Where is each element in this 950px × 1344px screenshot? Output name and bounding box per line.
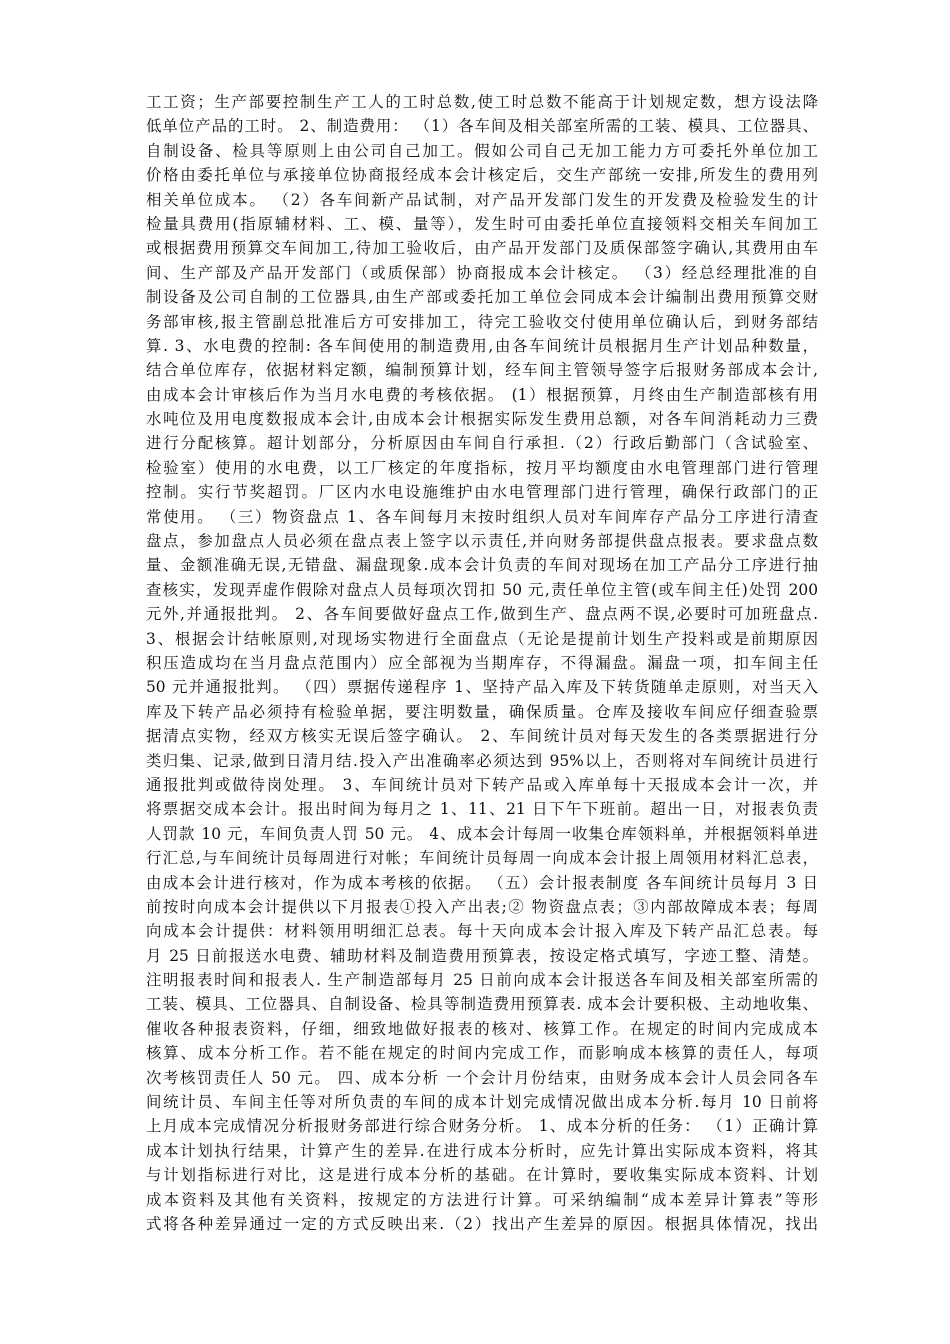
text-line: 成本计划执行结果，计算产生的差异.在进行成本分析时，应先计算出实际成本资料，将其 (146, 1141, 818, 1160)
text-line: 检验室）使用的水电费，以工厂核定的年度指标，按月平均额度由水电管理部门进行管理 (146, 458, 818, 477)
text-line: 式将各种差异通过一定的方式反映出来.（2）找出产生差异的原因。根据具体情况，找出 (146, 1214, 818, 1233)
text-line: 上月成本完成情况分析报财务部进行综合财务分析。 1、成本分析的任务： （1）正确计算 (146, 1117, 818, 1136)
text-line: 盘点，参加盘点人员必须在盘点表上签字以示责任,并向财务部提供盘点报表。要求盘点数 (146, 532, 818, 551)
text-line: 价格由委托单位与承接单位协商报经成本会计核定后，交生产部统一安排,所发生的费用列 (146, 166, 818, 185)
text-line: 务部审核,报主管副总批准后方可安排加工，待完工验收交付使用单位确认后，到财务部结 (146, 312, 818, 331)
text-line: 查核实，发现弄虚作假除对盘点人员每项次罚扣 50 元,责任单位主管(或车间主任)处罚 200 (146, 580, 818, 599)
text-line: 据清点实物，经双方核实无误后签字确认。 2、车间统计员对每天发生的各类票据进行分 (146, 727, 818, 746)
text-line: 由成本会计进行核对，作为成本考核的依据。 （五）会计报表制度 各车间统计员每月 3 日 (146, 873, 818, 892)
text-line: 与计划指标进行对比，这是进行成本分析的基础。在计算时，要收集实际成本资料、计划 (146, 1166, 818, 1185)
text-line: 月 25 日前报送水电费、辅助材料及制造费用预算表，按设定格式填写，字迹工整、清楚。 (146, 946, 818, 965)
text-line: 将票据交成本会计。报出时间为每月之 1、11、21 日下午下班前。超出一日，对报表负责 (146, 800, 818, 819)
text-line: 工工资；生产部要控制生产工人的工时总数,使工时总数不能高于计划规定数，想方设法降 (146, 93, 818, 111)
text-line: 工装、模具、工位器具、自制设备、检具等制造费用预算表. 成本会计要积极、主动地收集、 (146, 995, 818, 1014)
text-line: 核算、成本分析工作。若不能在规定的时间内完成工作，而影响成本核算的责任人，每项 (146, 1044, 818, 1063)
text-line: 低单位产品的工时。 2、制造费用： （1）各车间及相关部室所需的工装、模具、工位器具、 (146, 117, 818, 136)
text-line: 检量具费用(指原辅材料、工、模、量等），发生时可由委托单位直接领料交相关车间加工 (146, 214, 818, 233)
text-line: 3、根据会计结帐原则,对现场实物进行全面盘点（无论是提前计划生产投料或是前期原因 (146, 629, 818, 648)
text-line: 类归集、记录,做到日清月结.投入产出准确率必须达到 95%以上，否则将对车间统计员进行 (146, 751, 818, 770)
text-line: 催收各种报表资料，仔细，细致地做好报表的核对、核算工作。在规定的时间内完成成本 (146, 1019, 818, 1038)
text-line: 成本资料及其他有关资料，按规定的方法进行计算。可采纳编制“成本差异计算表”等形 (146, 1190, 818, 1209)
text-line: 50 元并通报批判。 （四）票据传递程序 1、坚持产品入库及下转货随单走原则，对当天入 (146, 678, 818, 697)
text-line: 制设备及公司自制的工位器具,由生产部或委托加工单位会同成本会计编制出费用预算交财 (146, 288, 818, 307)
text-line: 注明报表时间和报表人. 生产制造部每月 25 日前向成本会计报送各车间及相关部室所需的 (146, 971, 818, 990)
text-line: 自制设备、检具等原则上由公司自己加工。假如公司自己无加工能力方可委托外单位加工 (146, 141, 818, 160)
text-line: 前按时向成本会计提供以下月报表①投入产出表;② 物资盘点表；③内部故障成本表；每周 (146, 897, 818, 916)
text-line: 次考核罚责任人 50 元。 四、成本分析 一个会计月份结束，由财务成本会计人员会同各车 (146, 1068, 818, 1087)
text-line: 元外,并通报批判。 2、各车间要做好盘点工作,做到生产、盘点两不误,必要时可加班盘点. (146, 605, 818, 624)
text-line: 间统计员、车间主任等对所负责的车间的成本计划完成情况做出成本分析.每月 10 日前将 (146, 1093, 818, 1112)
text-line: 间、生产部及产品开发部门（或质保部）协商报成本会计核定。 （3）经总经理批准的自 (146, 263, 818, 282)
text-line: 库及下转产品必须持有检验单据，要注明数量，确保质量。仓库及接收车间应仔细查验票 (146, 702, 818, 721)
text-line: 行汇总,与车间统计员每周进行对帐；车间统计员每周一向成本会计报上周领用材料汇总表， (146, 849, 818, 868)
text-line: 人罚款 10 元，车间负责人罚 50 元。 4、成本会计每周一收集仓库领料单，并根据领料单进 (146, 824, 818, 843)
text-line: 量、金额准确无误,无错盘、漏盘现象.成本会计负责的车间对现场在加工产品分工序进行抽 (146, 556, 818, 575)
text-line: 结合单位库存，依据材料定额，编制预算计划，经车间主管领导签字后报财务部成本会计, (146, 361, 818, 380)
text-line: 由成本会计审核后作为当月水电费的考核依据。 (1）根据预算，月终由生产制造部核有用 (146, 385, 818, 404)
text-line: 通报批判或做待岗处理。 3、车间统计员对下转产品或入库单每十天报成本会计一次，并 (146, 775, 818, 794)
text-line: 控制。实行节奖超罚。厂区内水电设施维护由水电管理部门进行管理，确保行政部门的正 (146, 483, 818, 502)
body-text (146, 90, 818, 1236)
text-line: 或根据费用预算交车间加工,待加工验收后，由产品开发部门及质保部签字确认,其费用由车 (146, 239, 818, 258)
text-line: 向成本会计提供：材料领用明细汇总表。每十天向成本会计报入库及下转产品汇总表。每 (146, 922, 818, 941)
text-line: 算. 3、水电费的控制: 各车间使用的制造费用,由各车间统计员根据月生产计划品种数量， (146, 336, 818, 355)
text-line: 常使用。 （三）物资盘点 1、各车间每月末按时组织人员对车间库存产品分工序进行清查 (146, 507, 818, 526)
text-line: 进行分配核算。超计划部分，分析原因由车间自行承担.（2）行政后勤部门（含试验室、 (146, 434, 818, 453)
text-line: 相关单位成本。 （2）各车间新产品试制，对产品开发部门发生的开发费及检验发生的计 (146, 190, 818, 209)
text-line: 水吨位及用电度数报成本会计,由成本会计根据实际发生费用总额，对各车间消耗动力三费 (146, 410, 818, 429)
text-line: 积压造成均在当月盘点范围内）应全部视为当期库存，不得漏盘。漏盘一项，扣车间主任 (146, 653, 818, 672)
